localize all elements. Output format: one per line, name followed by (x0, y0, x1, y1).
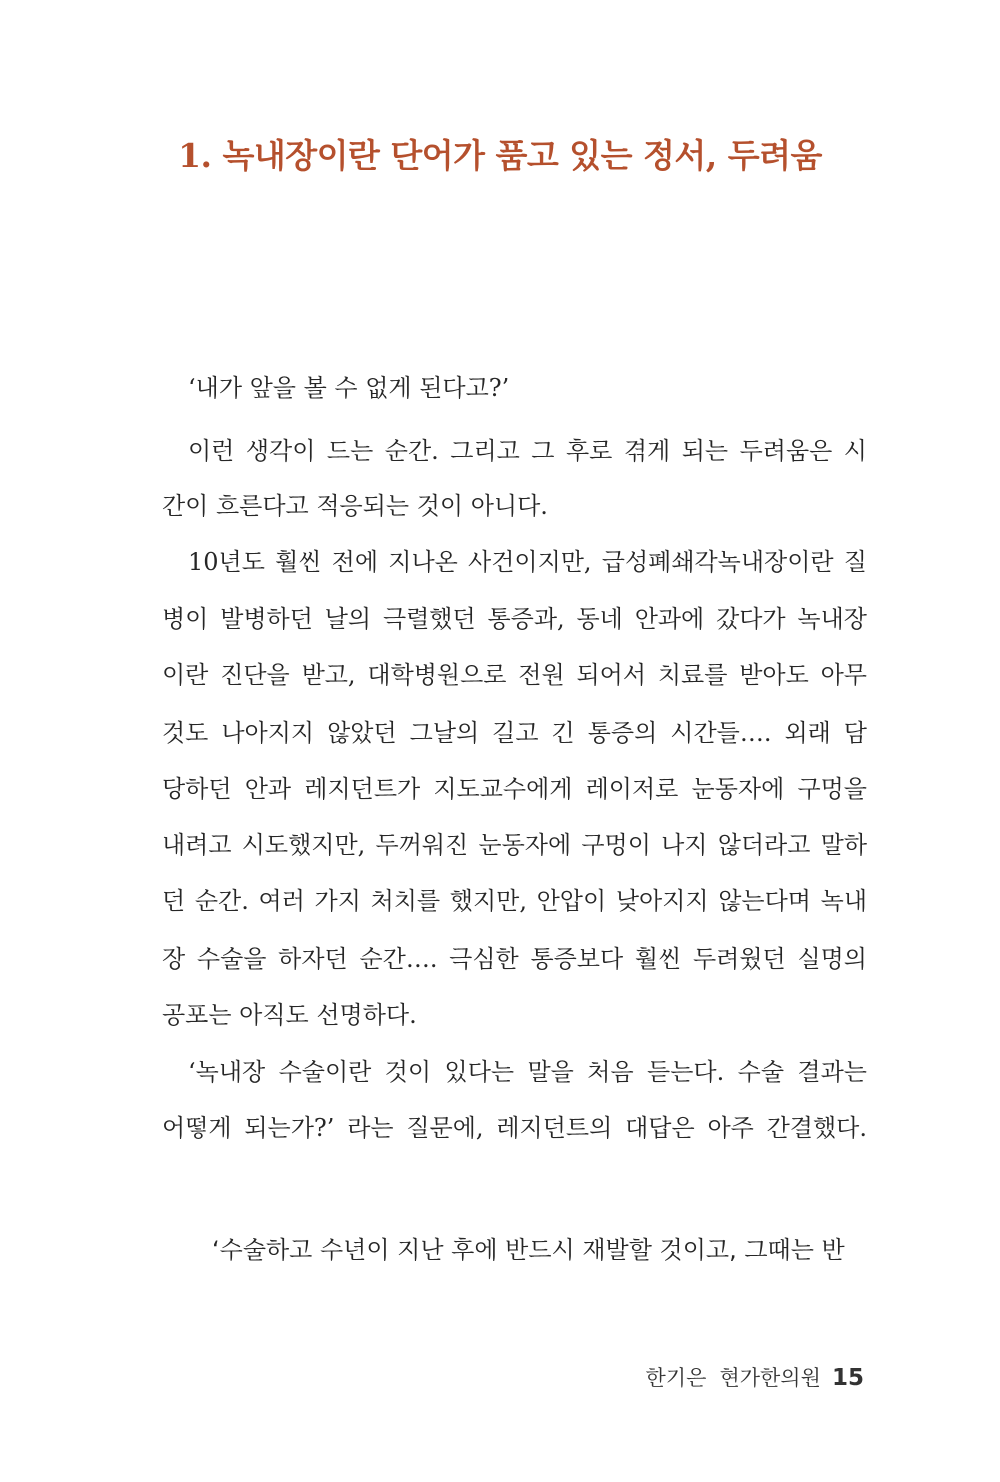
paragraph-line: 던 순간. 여러 가지 처치를 했지만, 안압이 낮아지지 않는다며 녹내 (162, 887, 867, 915)
footer-author: 한기은 (645, 1366, 707, 1390)
footer-clinic: 현가한의원 (719, 1366, 821, 1390)
paragraph-line: ‘녹내장 수술이란 것이 있다는 말을 처음 듣는다. 수술 결과는 (188, 1058, 867, 1086)
paragraph-line: 것도 나아지지 않았던 그날의 길고 긴 통증의 시간들…. 외래 담 (162, 719, 867, 747)
paragraph-line: 공포는 아직도 선명하다. (162, 1001, 417, 1029)
paragraph-line: 이런 생각이 드는 순간. 그리고 그 후로 겪게 되는 두려움은 시 (188, 437, 867, 465)
chapter-title: 1. 녹내장이란 단어가 품고 있는 정서, 두려움 (178, 136, 822, 175)
paragraph-line: 10년도 훨씬 전에 지나온 사건이지만, 급성폐쇄각녹내장이란 질 (188, 548, 867, 576)
page-footer (646, 1362, 865, 1392)
paragraph-line: 당하던 안과 레지던트가 지도교수에게 레이저로 눈동자에 구멍을 (162, 775, 867, 803)
page-number: 15 (831, 1365, 864, 1391)
paragraph-line: 장 수술을 하자던 순간…. 극심한 통증보다 훨씬 두려웠던 실명의 (162, 945, 867, 973)
block-quote-line: ‘수술하고 수년이 지난 후에 반드시 재발할 것이고, 그때는 반 (212, 1236, 845, 1264)
paragraph-line: 어떻게 되는가?’ 라는 질문에, 레지던트의 대답은 아주 간결했다. (162, 1114, 867, 1142)
paragraph-line: 내려고 시도했지만, 두꺼워진 눈동자에 구멍이 나지 않더라고 말하 (162, 831, 867, 859)
paragraph-line: 병이 발병하던 날의 극렬했던 통증과, 동네 안과에 갔다가 녹내장 (162, 605, 867, 633)
paragraph-line: 간이 흐른다고 적응되는 것이 아니다. (162, 492, 548, 520)
paragraph-line: ‘내가 앞을 볼 수 없게 된다고?’ (188, 374, 510, 402)
paragraph-line: 이란 진단을 받고, 대학병원으로 전원 되어서 치료를 받아도 아무 (162, 661, 867, 689)
